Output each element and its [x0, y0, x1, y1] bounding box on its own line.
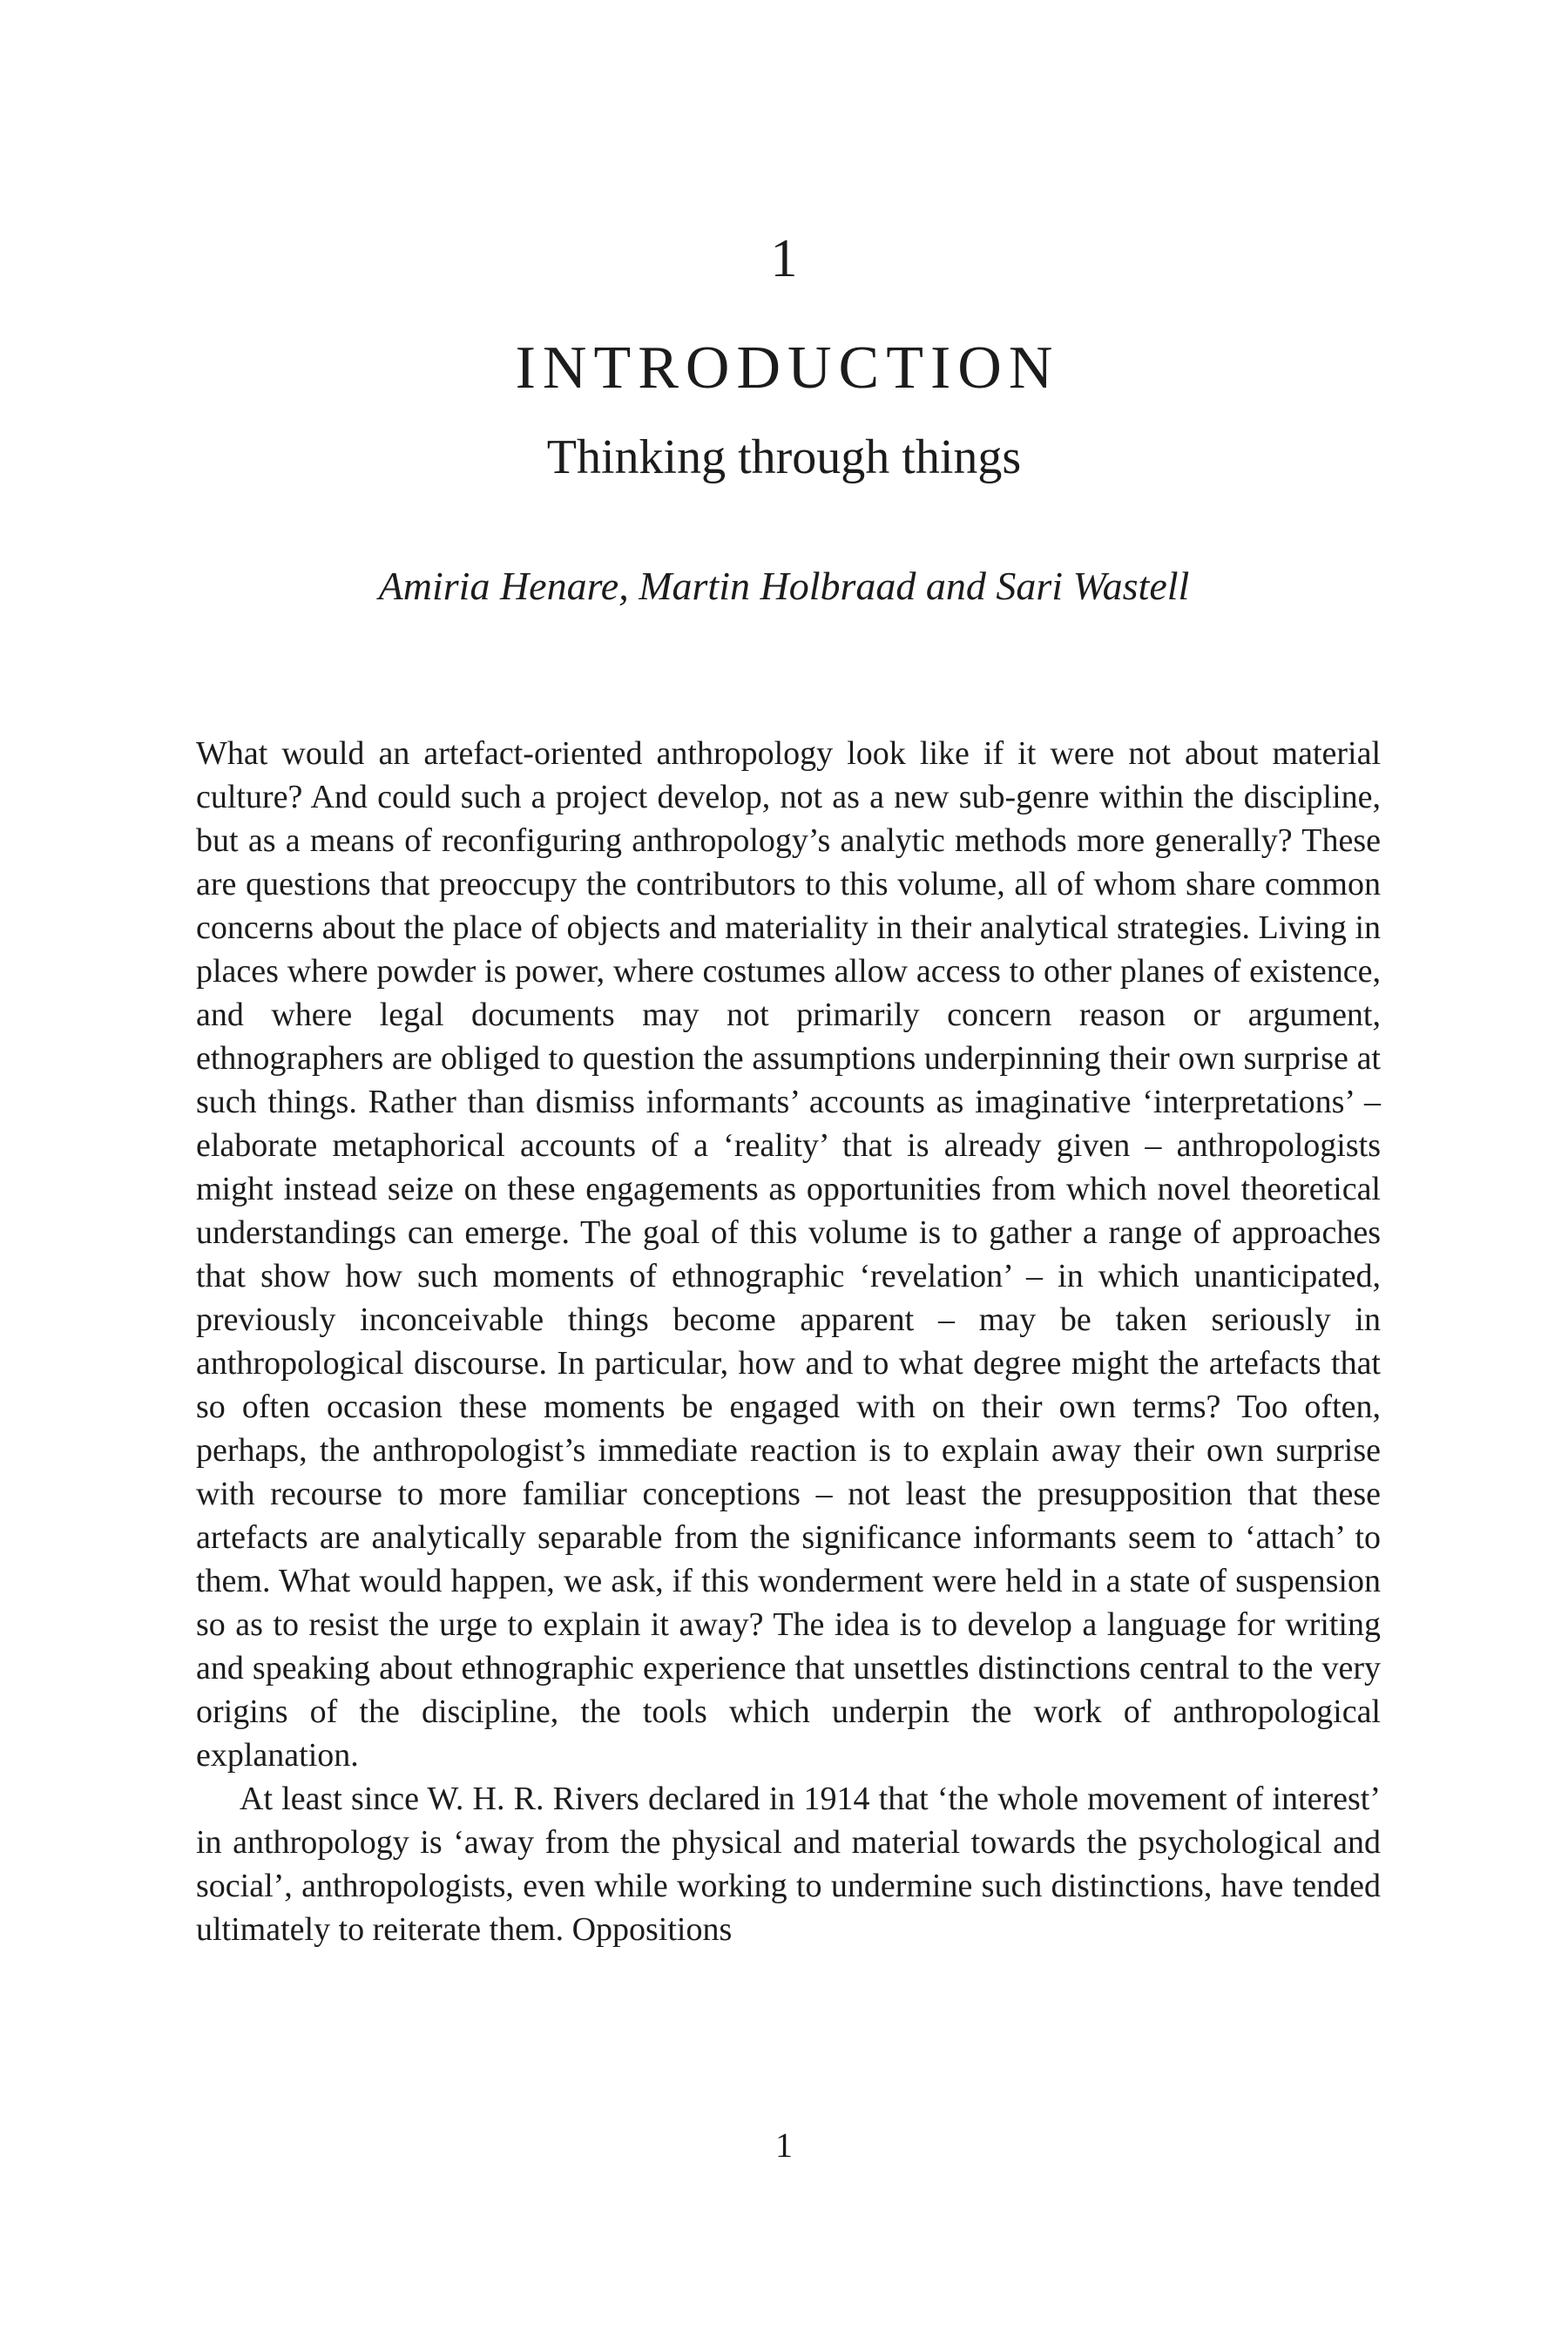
body-text: [196, 732, 1381, 1951]
paragraph-1: What would an artefact-oriented anthropology look like if it were not about material culture? And could such a project develop, not as a new sub-genre within the discipline, but as a means of reconfiguring anthropology’s analytic methods more generally? These are questions that preoccupy the contributors to this volume, all of whom share common concerns about the place of objects and materiality in their analytical strategies. Living in places where powder is power, where costumes allow access to other planes of existence, and where legal documents may not primarily concern reason or argument, ethnographers are obliged to question the assumptions underpinning their own surprise at such things. Rather than dismiss informants’ accounts as imaginative ‘interpretations’ – elaborate metaphorical accounts of a ‘reality’ that is already given – anthropologists might instead seize on these engagements as opportunities from which novel theoretical understandings can emerge. The goal of this volume is to gather a range of approaches that show how such moments of ethnographic ‘revelation’ – in which unanticipated, previously inconceivable things become apparent – may be taken seriously in anthropological discourse. In particular, how and to what degree might the artefacts that so often occasion these moments be engaged with on their own terms? Too often, perhaps, the anthropologist’s immediate reaction is to explain away their own surprise with recourse to more familiar conceptions – not least the presupposition that these artefacts are analytically separable from the significance informants seem to ‘attach’ to them. What would happen, we ask, if this wonderment were held in a state of suspension so as to resist the urge to explain it away? The idea is to develop a language for writing and speaking about ethnographic experience that unsettles distinctions central to the very origins of the discipline, the tools which underpin the work of anthropological explanation.: [196, 735, 1381, 1774]
chapter-subtitle: Thinking through things: [546, 430, 1022, 484]
chapter-number: 1: [770, 229, 798, 288]
paragraph-2: At least since W. H. R. Rivers declared in 1914 that ‘the whole movement of interest’ in anthropology is ‘away from the physical and material towards the psychological and social’, anthropologists, even while working to undermine such distinctions, have tended ultimately to reiterate them. Oppositions: [196, 1781, 1381, 1948]
chapter-authors: Amiria Henare, Martin Holbraad and Sari Wastell: [378, 564, 1190, 608]
chapter-title: INTRODUCTION: [515, 335, 1060, 402]
page-number: 1: [775, 2126, 793, 2165]
